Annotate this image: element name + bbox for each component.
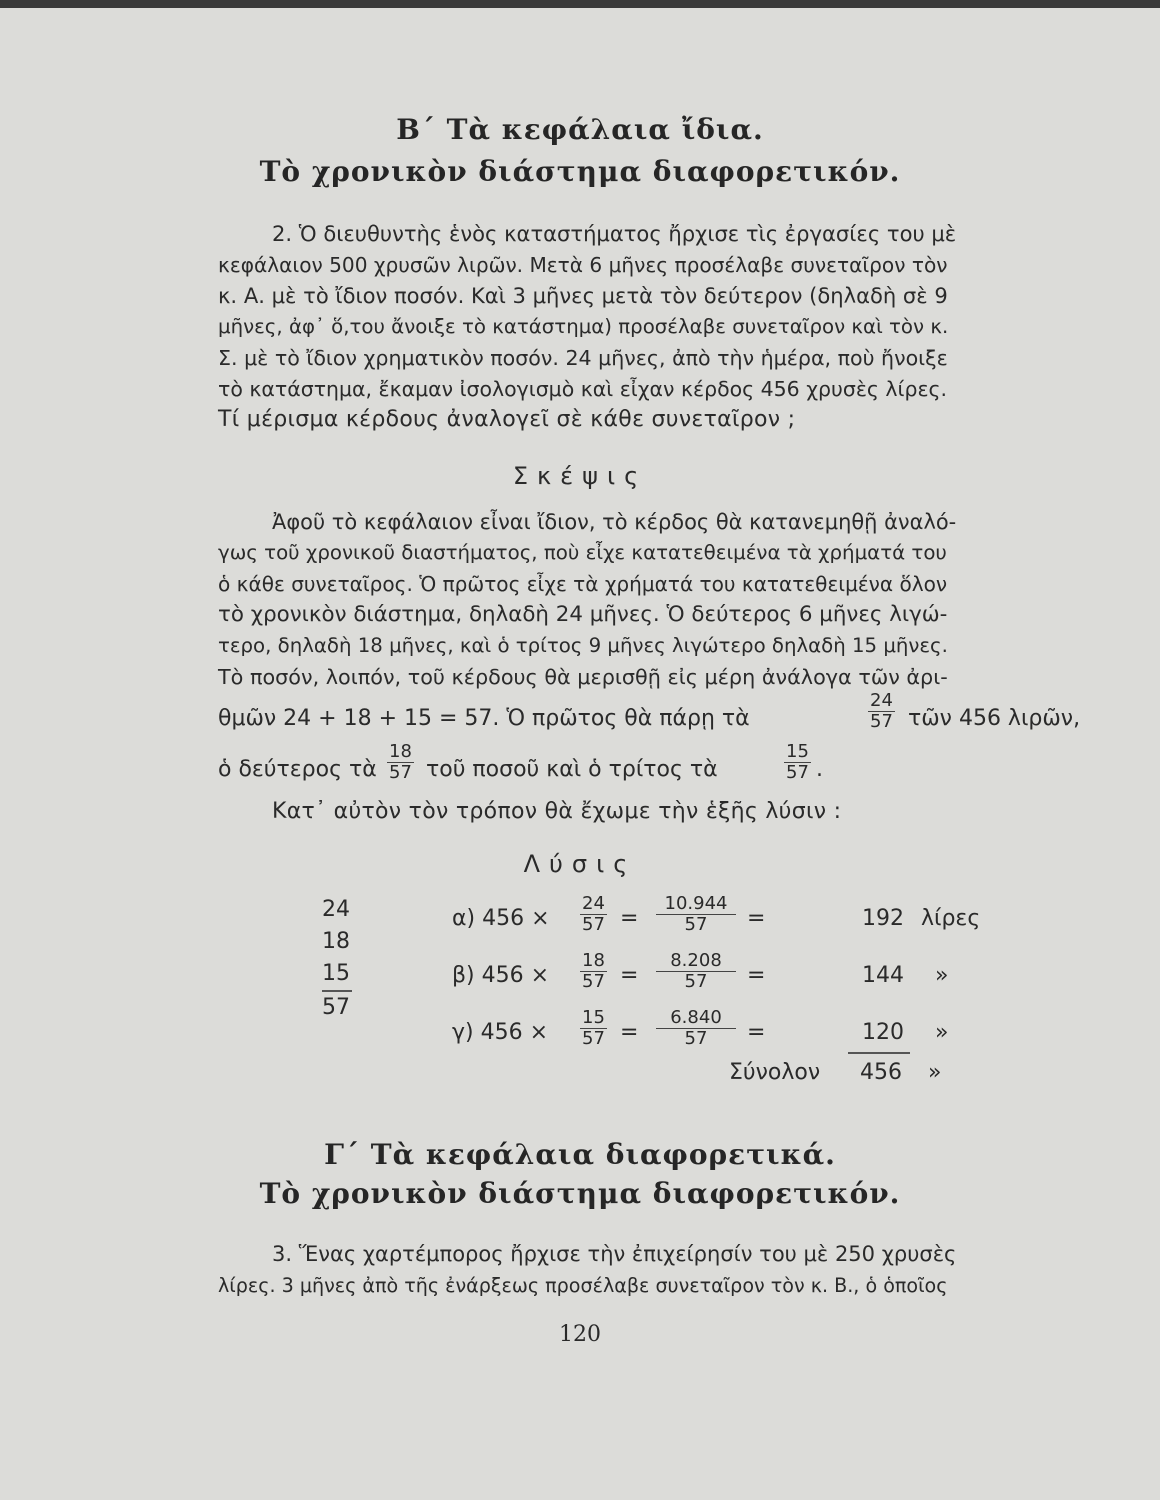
- skepsis-line: τὸ χρονικὸν διάστημα, δηλαδὴ 24 μῆνες. Ὁ δεύτερος 6 μῆνες λιγώ-: [218, 602, 948, 627]
- skepsis-line8-text: ὁ δεύτερος τὰ: [218, 757, 377, 782]
- skepsis-line7-text: θμῶν 24 + 18 + 15 = 57. Ὁ πρῶτος θὰ πάρῃ τὰ: [218, 706, 750, 731]
- column-sum-rule: [322, 990, 352, 992]
- row-c-product: [656, 1008, 736, 1049]
- row-c-label: γ) 456 ×: [452, 1020, 549, 1045]
- skepsis-line9: Κατ᾽ αὐτὸν τὸν τρόπον θὰ ἔχωμε τὴν ἑξῆς λύσιν :: [272, 799, 842, 824]
- skepsis-line8-middle: τοῦ ποσοῦ καὶ ὁ τρίτος τὰ: [426, 757, 718, 782]
- problem-2-line: 2. Ὁ διευθυντὴς ἑνὸς καταστήματος ἤρχισε τὶς ἐργασίες του μὲ: [272, 221, 957, 246]
- problem-2-line: τὸ κατάστημα, ἔκαμαν ἰσολογισμὸ καὶ εἶχαν κέρδος 456 χρυσὲς λίρες.: [218, 377, 948, 401]
- problem-3-line: 3. Ἕνας χαρτέμπορος ἤρχισε τὴν ἐπιχείρησίν του μὲ 250 χρυσὲς: [272, 1241, 957, 1266]
- row-a-fraction: [580, 894, 607, 935]
- row-b-label: β) 456 ×: [452, 963, 550, 988]
- row-b-result: 144: [862, 963, 904, 988]
- problem-3-line: λίρες. 3 μῆνες ἀπὸ τῆς ἐνάρξεως προσέλαβε συνεταῖρον τὸν κ. Β., ὁ ὁποῖος: [218, 1274, 948, 1297]
- section-b-subtitle: Τὸ χρονικὸν διάστημα διαφορετικόν.: [259, 155, 901, 188]
- equals-sign: =: [620, 963, 639, 988]
- fraction-numerator: 18: [582, 950, 605, 971]
- total-unit: »: [928, 1060, 942, 1085]
- month-column-value: 15: [322, 961, 350, 986]
- fraction-denominator: 57: [786, 762, 809, 783]
- section-b-title: Β΄ Τὰ κεφάλαια ἴδια.: [396, 113, 764, 146]
- row-a-result: 192: [862, 906, 904, 931]
- equals-sign: =: [747, 906, 766, 931]
- row-c-result: 120: [862, 1020, 904, 1045]
- fraction-numerator: 15: [786, 741, 809, 762]
- fraction-denominator: 57: [582, 914, 605, 935]
- skepsis-line: τερο, δηλαδὴ 18 μῆνες, καὶ ὁ τρίτος 9 μῆνες λιγώτερο δηλαδὴ 15 μῆνες.: [218, 634, 948, 657]
- skepsis-line: γως τοῦ χρονικοῦ διαστήματος, ποὺ εἶχε κατατεθειμένα τὰ χρήματά του: [218, 541, 947, 564]
- row-c-fraction: [580, 1008, 607, 1049]
- row-c-unit: »: [935, 1020, 949, 1045]
- fraction-18-57: [387, 742, 414, 783]
- result-sum-rule: [848, 1052, 910, 1054]
- fraction-numerator: 10.944: [656, 894, 736, 915]
- fraction-numerator: 15: [582, 1007, 605, 1028]
- row-b-unit: »: [935, 963, 949, 988]
- fraction-denominator: 57: [684, 914, 708, 935]
- fraction-numerator: 24: [870, 690, 893, 711]
- total-label: Σύνολον: [729, 1060, 821, 1085]
- problem-2-line: Σ. μὲ τὸ ἴδιον χρηματικὸν ποσόν. 24 μῆνες, ἀπὸ τὴν ἡμέρα, ποὺ ἤνοιξε: [218, 346, 948, 370]
- problem-2-line: κ. Α. μὲ τὸ ἴδιον ποσόν. Καὶ 3 μῆνες μετὰ τὸν δεύτερον (δηλαδὴ σὲ 9: [218, 283, 948, 308]
- equals-sign: =: [620, 906, 639, 931]
- skepsis-line: Τὸ ποσόν, λοιπόν, τοῦ κέρδους θὰ μερισθῇ εἰς μέρη ἀνάλογα τῶν ἀρι-: [218, 665, 948, 689]
- section-c-title: Γ΄ Τὰ κεφάλαια διαφορετικά.: [324, 1138, 836, 1171]
- row-a-product: [656, 894, 736, 935]
- fraction-denominator: 57: [684, 971, 708, 992]
- section-c-subtitle: Τὸ χρονικὸν διάστημα διαφορετικόν.: [259, 1177, 901, 1210]
- problem-2-line: Τί μέρισμα κέρδους ἀναλογεῖ σὲ κάθε συνεταῖρον ;: [218, 407, 796, 432]
- fraction-numerator: 6.840: [656, 1008, 736, 1029]
- fraction-24-57: [868, 691, 895, 732]
- problem-2-line: μῆνες, ἀφ᾽ ὅ,του ἄνοιξε τὸ κατάστημα) προσέλαβε συνεταῖρον καὶ τὸν κ.: [218, 315, 949, 338]
- fraction-numerator: 18: [389, 741, 412, 762]
- row-a-label: α) 456 ×: [452, 906, 550, 931]
- problem-2-line: κεφάλαιον 500 χρυσῶν λιρῶν. Μετὰ 6 μῆνες προσέλαβε συνεταῖρον τὸν: [218, 253, 948, 277]
- skepsis-line7-end: τῶν 456 λιρῶν,: [908, 706, 1081, 731]
- fraction-denominator: 57: [870, 711, 893, 732]
- month-column-total: 57: [322, 995, 350, 1020]
- month-column-value: 24: [322, 897, 350, 922]
- total-value: 456: [860, 1060, 902, 1085]
- fraction-denominator: 57: [389, 762, 412, 783]
- month-column-value: 18: [322, 929, 350, 954]
- skepsis-line8-end: .: [816, 757, 823, 782]
- fraction-denominator: 57: [684, 1028, 708, 1049]
- skepsis-line: Ἀφοῦ τὸ κεφάλαιον εἶναι ἴδιον, τὸ κέρδος θὰ κατανεμηθῇ ἀναλό-: [272, 510, 957, 534]
- fraction-numerator: 8.208: [656, 951, 736, 972]
- row-b-fraction: [580, 951, 607, 992]
- fraction-15-57: [784, 742, 811, 783]
- fraction-denominator: 57: [582, 1028, 605, 1049]
- equals-sign: =: [747, 963, 766, 988]
- equals-sign: =: [620, 1020, 639, 1045]
- skepsis-line: ὁ κάθε συνεταῖρος. Ὁ πρῶτος εἶχε τὰ χρήματά του κατατεθειμένα ὅλον: [218, 572, 948, 596]
- equals-sign: =: [747, 1020, 766, 1045]
- lysis-heading: Λύσις: [523, 850, 637, 878]
- fraction-numerator: 24: [582, 893, 605, 914]
- row-a-unit: λίρες: [921, 906, 981, 931]
- page-number: 120: [559, 1322, 601, 1347]
- skepsis-heading: Σκέψις: [512, 462, 648, 490]
- row-b-product: [656, 951, 736, 992]
- fraction-denominator: 57: [582, 971, 605, 992]
